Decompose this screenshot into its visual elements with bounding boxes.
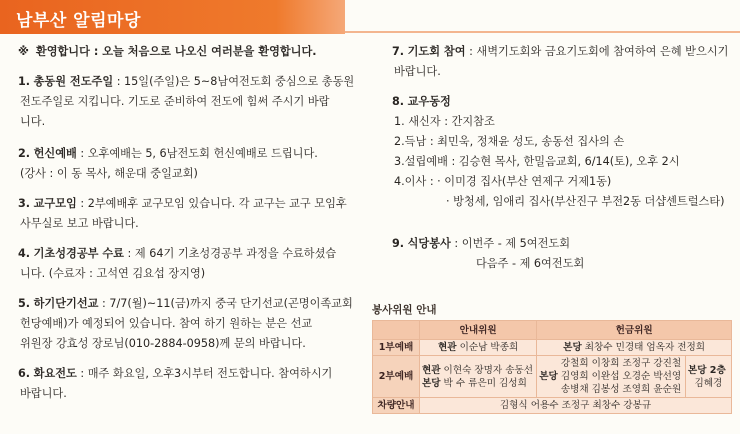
page-title: 남부산 알림마당: [16, 11, 141, 31]
notice-item-5: [18, 294, 353, 354]
table-cell: [537, 340, 732, 356]
item-text: : 7/7(월)~11(금)까지 중국 단기선교(곤명이족교회: [98, 297, 353, 310]
item-text: : 제 64기 기초성경공부 과정을 수료하셨습: [123, 247, 337, 260]
location-tag: 현관: [438, 342, 457, 353]
names: 송병채 김봉성 조영희 윤순원: [560, 384, 682, 395]
item-title: 식당봉사: [407, 237, 451, 250]
names: 이현숙 장명자 송동선: [443, 364, 534, 376]
family-news-line: 1. 새신자 : 간지참조: [394, 115, 495, 128]
names: 최창수 민경태 엄옥자 전정희: [584, 342, 706, 353]
location-tag: 본당: [563, 342, 582, 353]
item-number: 8.: [392, 95, 405, 108]
table-cell: [537, 356, 685, 398]
item-number: 2.: [18, 147, 31, 160]
table-cell: [420, 356, 537, 398]
item-text: 니다. (수료자 : 고석연 김요섭 장지영): [20, 267, 206, 280]
table-row: [373, 340, 732, 356]
item-text: : 새벽기도회와 금요기도회에 참여하여 은혜 받으시기: [465, 45, 729, 58]
item-text: 바랍니다.: [20, 387, 67, 400]
names: 이순남 박종희: [459, 342, 519, 353]
notice-item-4: [18, 244, 353, 284]
family-news-line: 3.설립예배 : 김승현 목사, 한밀음교회, 6/14(토), 오후 2시: [394, 155, 680, 168]
item-text: : 이번주 - 제 5여전도회: [450, 237, 571, 250]
item-number: 7.: [392, 45, 405, 58]
notice-item-3: [18, 194, 353, 234]
location-tag: 본당: [422, 377, 441, 389]
table-cell: [420, 398, 732, 414]
item-title: 기도회 참여: [407, 45, 466, 58]
item-number: 6.: [18, 367, 31, 380]
location-tag: 본당: [539, 371, 558, 382]
location-tag: 본당 2층: [687, 364, 726, 376]
row-label: 차량안내: [373, 398, 420, 414]
names: 김형식 어용수 조정구 최창수 강봉규: [499, 400, 652, 411]
table-header-row: [373, 321, 732, 340]
table-row: [373, 398, 732, 414]
names: 김영희 이완섭 오경순 박선영: [560, 371, 682, 382]
service-table: [372, 320, 732, 414]
item-title: 하기단기선교: [33, 297, 99, 310]
item-title: 교구모임: [33, 197, 77, 210]
item-text: 전도주일로 지킵니다. 기도로 준비하여 전도에 힘써 주시기 바랍: [20, 95, 330, 108]
notice-item-8: [392, 92, 730, 212]
table-header-guide: 안내위원: [420, 321, 537, 340]
header-rule: [345, 31, 740, 33]
item-text: : 오후예배는 5, 6남전도회 헌신예배로 드립니다.: [76, 147, 318, 160]
notice-item-9: [392, 234, 730, 274]
item-title: 기초성경공부 수료: [33, 247, 124, 260]
item-text: : 2부예배후 교구모임 있습니다. 각 교구는 교구 모임후: [76, 197, 347, 210]
welcome-text: 환영합니다 : 오늘 처음으로 나오신 여러분을 환영합니다.: [35, 45, 317, 58]
welcome-notice: [18, 42, 317, 62]
item-text: : 매주 화요일, 오후3시부터 전도합니다. 참여하시기: [76, 367, 333, 380]
item-number: 1.: [18, 75, 31, 88]
item-text: : 15일(주일)은 5~8남여전도회 중심으로 총동원: [113, 75, 355, 88]
table-cell: [685, 356, 731, 398]
item-text: 니다.: [20, 115, 46, 128]
row-label: 2부예배: [373, 356, 420, 398]
table-header-offering: 헌금위원: [537, 321, 732, 340]
notice-item-2: [18, 144, 353, 184]
service-table-title: 봉사위원 안내: [372, 304, 437, 316]
item-text: 헌당예배)가 예정되어 있습니다. 참여 하기 원하는 분은 선교: [20, 317, 313, 330]
notice-item-6: [18, 364, 353, 404]
item-text: 바랍니다.: [394, 65, 441, 78]
notice-item-1: [18, 72, 353, 132]
item-number: 9.: [392, 237, 405, 250]
item-number: 3.: [18, 197, 31, 210]
row-label: 1부예배: [373, 340, 420, 356]
names: 박 수 류은미 김성희: [443, 377, 527, 389]
item-title: 총동원 전도주일: [33, 75, 114, 88]
item-title: 화요전도: [33, 367, 77, 380]
item-number: 5.: [18, 297, 31, 310]
item-text: (강사 : 이 동 목사, 해운대 중일교회): [20, 167, 198, 180]
table-row: [373, 356, 732, 398]
names: 김혜경: [694, 377, 723, 389]
names: 강철희 이창희 조정구 강진철: [560, 358, 682, 369]
family-news-line: 4.이사 : · 이미경 집사(부산 연제구 거제1동): [394, 175, 612, 188]
item-number: 4.: [18, 247, 31, 260]
item-text: 위원장 강효성 장로님(010-2884-0958)께 문의 바랍니다.: [20, 337, 306, 350]
item-title: 교우동정: [407, 95, 451, 108]
family-news-line: · 방청세, 임애리 집사(부산진구 부전2동 더샵센트럴스타): [446, 195, 725, 208]
table-cell: [420, 340, 537, 356]
item-title: 헌신예배: [33, 147, 77, 160]
family-news-line: 2.득남 : 최민욱, 정채윤 성도, 송동선 집사의 손: [394, 135, 625, 148]
item-text: 다음주 - 제 6여전도회: [476, 257, 585, 270]
asterisk-mark: ※: [18, 45, 29, 58]
table-header-corner: [373, 321, 420, 340]
notice-item-7: [392, 42, 730, 82]
item-text: 사무실로 보고 바랍니다.: [20, 217, 139, 230]
location-tag: 현관: [422, 364, 441, 376]
